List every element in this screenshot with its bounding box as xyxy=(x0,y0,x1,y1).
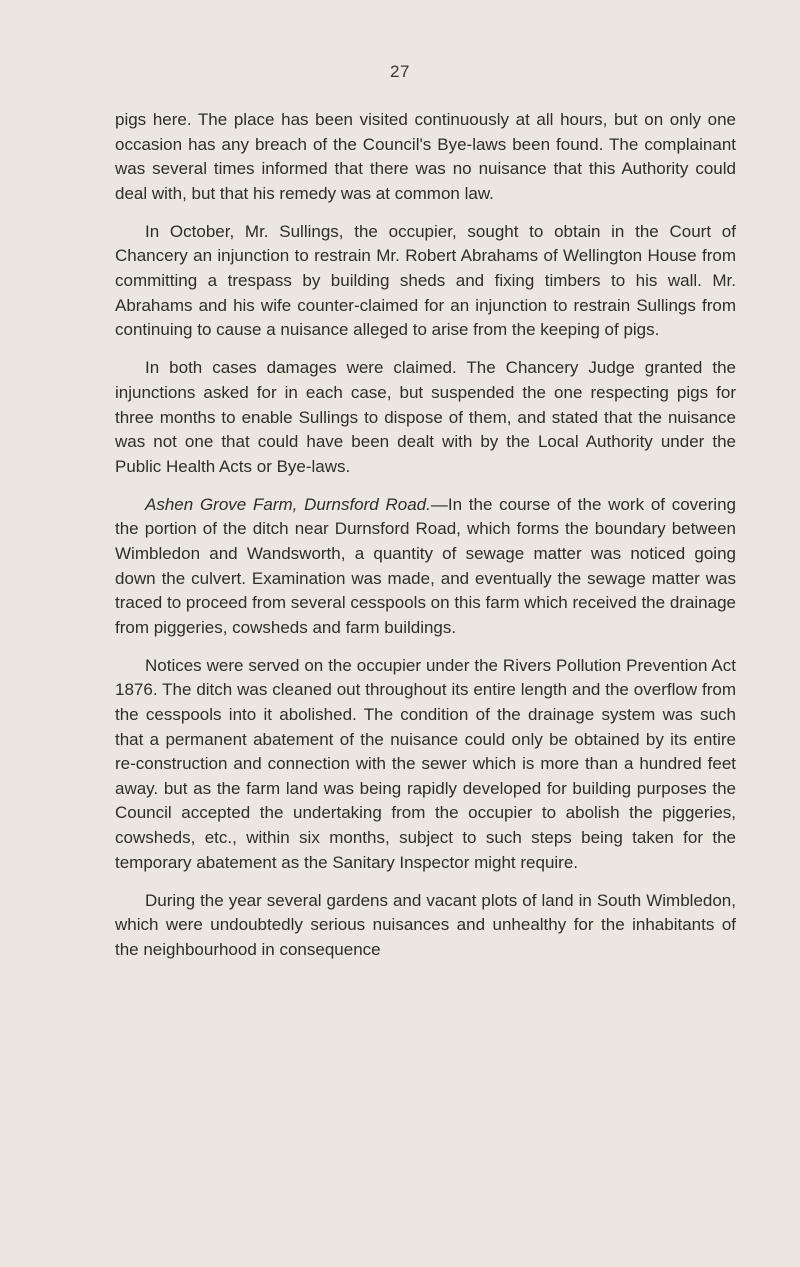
paragraph-continuation: pigs here. The place has been visited continuously at all hours, but on only one occasion has any breach of the Council's Bye-laws been found. The complainant was several times informed that there was no nuisance that this Authority could deal with, but that his remedy was at common law. xyxy=(115,110,736,203)
paragraph-ashen-grove-farm xyxy=(115,493,736,641)
paragraph-notices-served: Notices were served on the occupier under the Rivers Pollution Prevention Act 1876. The ditch was cleaned out throughout its entire length and the overflow from the cesspools into it abolished. The condition of the drainage system was such that a permanent abatement of the nuisance could only be obtained by its entire re-construction and connection with the sewer which is more than a hundred feet away. but as the farm land was being rapidly developed for building purposes the Council accepted the undertaking from the occupier to abolish the piggeries, cowsheds, etc., within six months, subject to such steps being taken for the temporary abatement as the Sanitary Inspector might require. xyxy=(115,655,736,872)
body-text xyxy=(115,108,736,976)
paragraph-ashen-grove-body: —In the course of the work of covering the portion of the ditch near Durnsford Road, which forms the boundary between Wimbledon and Wandsworth, a quantity of sewage matter was noticed going down the culvert. Examination was made, and eventually the sewage matter was traced to proceed from several cesspools on this farm which received the drainage from piggeries, cowsheds and farm buildings. xyxy=(115,494,736,637)
section-heading-ashen-grove-farm: Ashen Grove Farm, Durnsford Road. xyxy=(145,494,431,514)
paragraph-chancery-injunction: In October, Mr. Sullings, the occupier, sought to obtain in the Court of Chancery an injunction to restrain Mr. Robert Abrahams of Wellington House from committing a trespass by building sheds and fixing timbers to his wall. Mr. Abrahams and his wife counter-claimed for an injunction to restrain Sullings from continuing to cause a nuisance alleged to arise from the keeping of pigs. xyxy=(115,221,736,340)
page-number: 27 xyxy=(390,62,410,81)
paragraph-gardens-vacant-plots: During the year several gardens and vacant plots of land in South Wimbledon, which were undoubtedly serious nuisances and unhealthy for the inhabitants of the neighbourhood in consequence xyxy=(115,890,736,959)
paragraph-damages-claimed: In both cases damages were claimed. The Chancery Judge granted the injunctions asked for in each case, but suspended the one respecting pigs for three months to enable Sullings to dispose of them, and stated that the nuisance was not one that could have been dealt with by the Local Authority under the Public Health Acts or Bye-laws. xyxy=(115,358,736,476)
